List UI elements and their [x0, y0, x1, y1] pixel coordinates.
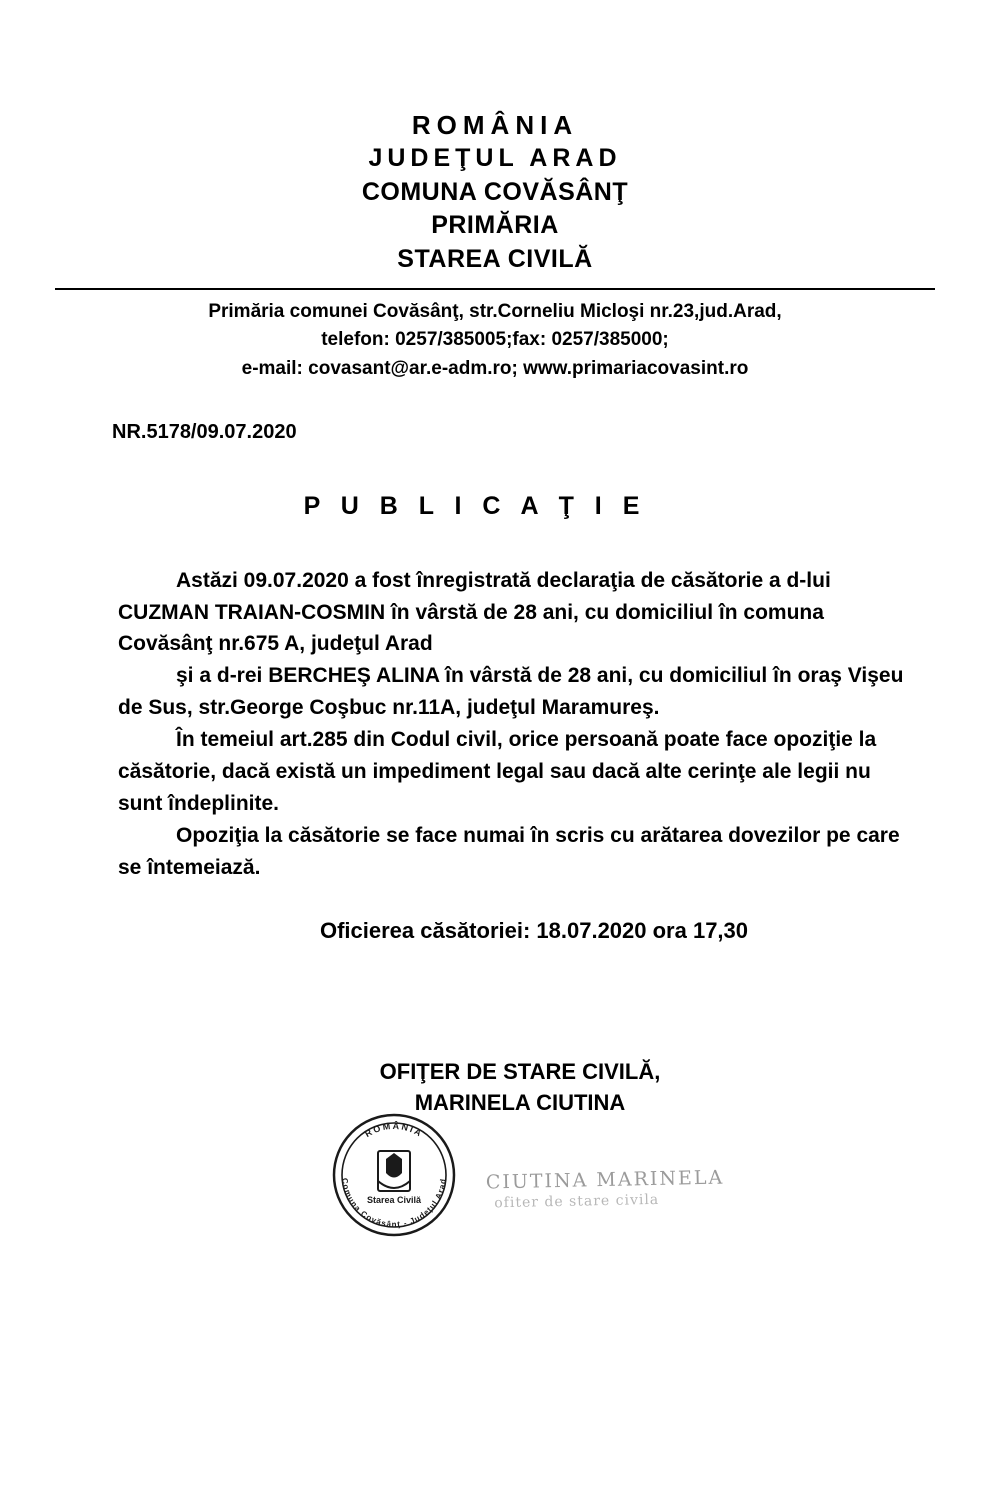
page-title: P U B L I C A Ţ I E [303, 491, 647, 520]
contact-phone: telefon: 0257/385005;fax: 0257/385000; [321, 329, 669, 351]
contact-block [0, 298, 990, 382]
document-body [118, 565, 920, 948]
header-divider [55, 288, 935, 290]
contact-email: e-mail: covasant@ar.e-adm.ro; www.primariacovasint.ro [241, 357, 749, 379]
handwritten-name: CIUTINA MARINELA [485, 1166, 725, 1194]
signature-name: MARINELA CIUTINA [414, 1089, 626, 1115]
svg-text:ROMÂNIA: ROMÂNIA [363, 1120, 425, 1139]
body-paragraph-2: şi a d-rei BERCHEŞ ALINA în vârstă de 28 ani, cu domiciliul în oraş Vişeu de Sus, str.George Coşbuc nr.11A, judeţul Maramureş. [118, 664, 904, 720]
ceremony-datetime: Oficierea căsătoriei: 18.07.2020 ora 17,30 [319, 917, 749, 943]
letterhead-institution: PRIMĂRIA [431, 211, 559, 240]
contact-address: Primăria comunei Covăsânţ, str.Corneliu Micloşi nr.23,jud.Arad, [208, 301, 782, 323]
letterhead-department: STAREA CIVILĂ [397, 244, 593, 273]
signature-role: OFIŢER DE STARE CIVILĂ, [379, 1059, 661, 1085]
official-stamp-icon [330, 1111, 458, 1239]
body-paragraph-4: Opoziţia la căsătorie se face numai în scris cu arătarea dovezilor pe care se întemeiază. [118, 823, 900, 879]
signature-block [0, 1057, 990, 1119]
letterhead-commune: COMUNA COVĂSÂNŢ [361, 177, 629, 206]
stamp-area [0, 1119, 990, 1269]
svg-text:Starea Civilă: Starea Civilă [366, 1194, 422, 1205]
letterhead-country: ROMÂNIA [411, 110, 579, 140]
handwritten-signature [486, 1166, 725, 1211]
letterhead-county: JUDEŢUL ARAD [368, 144, 622, 173]
body-paragraph-1: Astăzi 09.07.2020 a fost înregistrată declaraţia de căsătorie a d-lui CUZMAN TRAIAN-COSMIN în vârstă de 28 ani, cu domiciliul în comuna Covăsânţ nr.675 A, judeţul Arad [118, 568, 831, 656]
handwritten-role: ofiter de stare civila [494, 1191, 660, 1212]
document-page [0, 108, 990, 1508]
svg-text:Comuna Covăsânţ - Judeţul Arad: Comuna Covăsânţ - Judeţul Arad [340, 1177, 448, 1229]
document-number: NR.5178/09.07.2020 [112, 420, 297, 443]
letterhead [0, 108, 990, 276]
body-paragraph-3: În temeiul art.285 din Codul civil, orice persoană poate face opoziţie la căsătorie, dacă există un impediment legal sau dacă alte cerinţe ale legii nu sunt îndeplinite. [118, 728, 877, 815]
